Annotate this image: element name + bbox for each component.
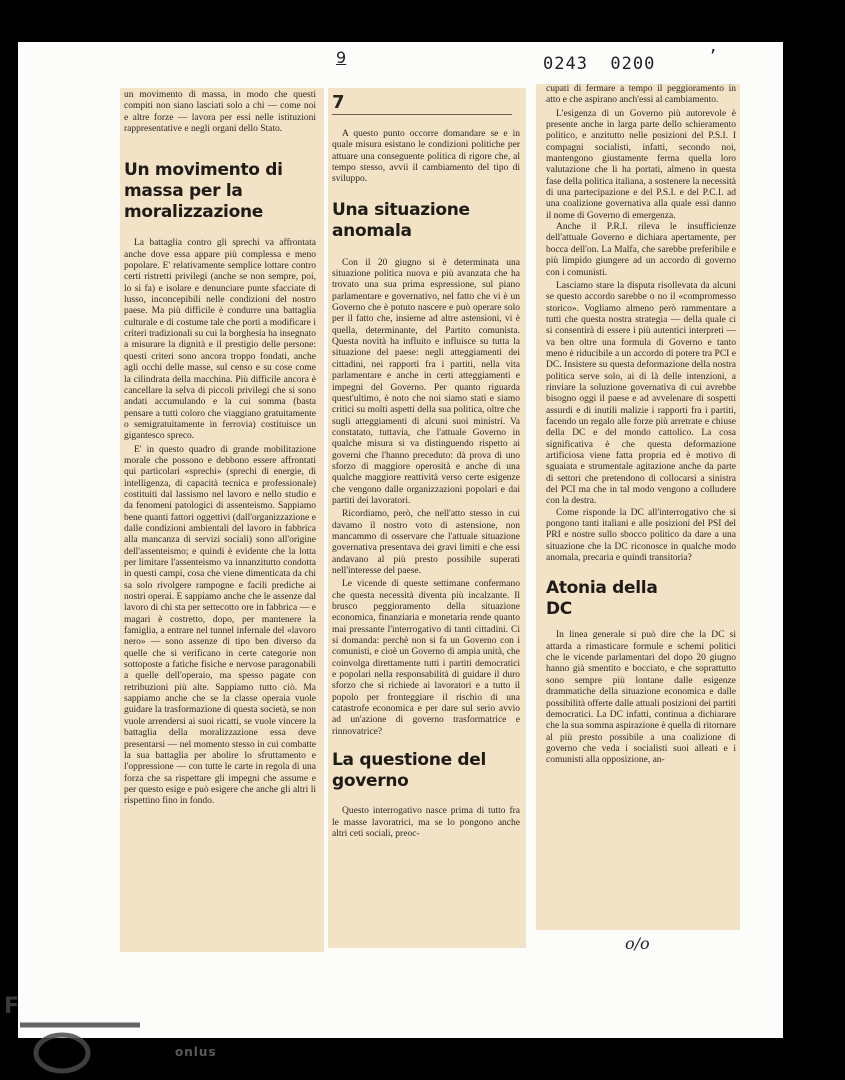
footer-mark: o/o [625, 934, 650, 953]
col3-paragraph: In linea generale si può dire che la DC si attarda a rimasticare formule e schemi politici che le vicende parlamentari del dopo 20 giugno hanno già smentito e bocciato, e che soprattutto sono sempre più lontane dalle esigenze drammatiche della situazione economica e dalle possibilità offerte dalle attuali posizioni dei partiti democratici. La DC infatti, continua a dichiarare che la sua somma aspirazione è quella di ritornare al più presto possibile a una coalizione di governo che veda i socialisti suoi alleati e i comunisti alla opposizione, an- [546, 630, 736, 766]
col2-heading-governo: La questione del governo [332, 750, 487, 792]
watermark-onlus: onlus [175, 1045, 217, 1059]
clipping-column-1 [120, 88, 324, 952]
page-number: 9 [336, 48, 347, 67]
col2-paragraph: A questo punto occorre domandare se e in quale misura esistano le condizioni politiche per attuare una conseguente politica di rigore che, al tempo stesso, avvii il cambiamento del tipo di sviluppo. [332, 129, 520, 185]
clipping-column-2 [328, 88, 526, 948]
col2-paragraph: Questo interrogativo nasce prima di tutto fra le masse lavoratrici, ma se lo pongono anche altri ceti sociali, preoc- [332, 806, 520, 839]
col3-paragraph: Anche il P.R.I. rileva le insufficienze dell'attuale Governo e dichiara apertamente, per bocca dell'on. La Malfa, che sarebbe preferibile e più limpido giungere ad un accordo di governo con i comunisti. [546, 222, 736, 278]
col3-heading: Atonia della DC [546, 578, 658, 620]
tick-mark: ’ [708, 46, 718, 65]
col1-paragraph: E' in questo quadro di grande mobilitazione morale che possono e debbono essere affrontati qui particolari «sprechi» (sprechi di energie, di intelligenza, di capacità tecnica e professionale) costituiti dal lassismo nel lavoro e nello studio e da fenomeni patologici di assenteismo. Sappiamo bene quanti fattori oggettivi (dall'organizzazione e dalle condizioni ambientali del lavoro in fabbrica alla mancanza di servizi sociali) sono all'origine dell'assenteismo; e quindi è evidente che la lotta per limitare l'assenteismo va innanzitutto condotta in questi campi, cosa che viene dimenticata da chi sa solo rivolgere rampogne e facili prediche ai nostri operai. E sappiamo anche che le assenze dal lavoro di chi sta per settecotto ore in fabbrica — e magari è costretto, dopo, per mantenere la famiglia, a entrare nel tunnel infernale del «lavoro nero» — sono assenze di tipo ben diverso da quelle che si verificano in certe categorie non sottoposte a fatiche fisiche e nervose paragonabili a quelle dell'operaio, ma spesso pagate con retribuzioni più alte. Sappiamo tutto ciò. Ma sappiamo anche che se la classe operaia vuole guidare la trasformazione di questa società, se non vuole arrendersi ai suoi ricatti, se vuole vincere la battaglia della moralizzazione essa deve presentarsi — nel momento stesso in cui combatte la sua battaglia per abolire lo sfruttamento e l'oppressione — con tutte le carte in regola di una forza che sa rispettare gli impegni che assume e per questo esige e può esigere che anche gli altri li rispettino fino in fondo. [124, 444, 316, 807]
col3-paragraph: Lasciamo stare la disputa risollevata da alcuni se questo accordo sarebbe o no il «compromesso storico». Vogliamo almeno però rammentare a tutti che questa nostra strategia — della quale ci si consentirà di essere i più autentici interpreti — va ben oltre una formula di Governo e tanto meno è riducibile a un accordo di potere tra PCI e DC. Insistere su questa deformazione della nostra politica serve solo, ai di là delle intenzioni, a rinviare la soluzione governativa di cui avrebbe bisogno oggi il paese e ad avvelenare di sospetti assurdi e di inutili malizie i rapporti fra i partiti, facendo un regalo alle forze più arretrate e chiuse della DC e del mondo cattolico. La cosa significativa è che questa deformazione artificiosa viene fatta propria ed è motivo di sguaiata e strumentale agitazione anche da parte di settori che pretendono di collocarsi a sinistra del PCI ma che in tal modo vengono a colludere con la destra. [546, 280, 736, 507]
section-number: 7 [332, 92, 512, 115]
col2-paragraph: Ricordiamo, però, che nell'atto stesso in cui davamo il nostro voto di astensione, non mancammo di osservare che l'attuale situazione governativa presentava dei gravi limiti e che essi andavano al più presto possibile superati nell'interesse del paese. [332, 509, 520, 576]
col1-heading: Un movimento di massa per la moralizzazione [124, 160, 283, 223]
col1-lead: un movimento di massa, in modo che questi compiti non siano lasciati solo a chi — come noi e altre forze — lavora per essi nelle istituzioni rappresentative e negli organi dello Stato. [124, 90, 316, 135]
col2-paragraph: Con il 20 giugno si è determinata una situazione politica nuova e più avanzata che ha trovato una sua prima espressione, sul piano parlamentare e governativo, nel fatto che vi è un Governo che è potuto nascere e può operare solo per il fatto che, insieme ad altre astensioni, vi è quella, determinante, del Partito comunista. Questa novità ha influito e influisce su tutta la situazione del paese: negli atteggiamenti dei cittadini, nei rapporti fra i partiti, nella vita parlamentare e anche in certi atteggiamenti e impegni del Governo. Per quanto riguarda quest'ultimo, è noto che noi siamo stati e siamo critici su molti aspetti della sua politica, oltre che sugli atteggiamenti di alcuni suoi ministri. Va constatato, tuttavia, che l'attuale Governo in qualche misura si va distinguendo rispetto ai governi che l'hanno preceduto: dà prova di uno sforzo di maggiore operosità e anche di una qualche maggiore reattività verso certe esigenze che vengono dalle organizzazioni popolari e dai partiti dei lavoratori. [332, 257, 520, 506]
col3-paragraph: cupati di fermare a tempo il peggioramento in atto e che aspirano anch'essi al cambiamento. [546, 84, 736, 106]
col2-heading-situazione: Una situazione anomala [332, 199, 470, 241]
watermark-logo [0, 995, 230, 1080]
clipping-column-3 [536, 84, 740, 930]
document-code: 0243 0200 [543, 54, 656, 74]
col1-paragraph: La battaglia contro gli sprechi va affrontata anche dove essa appare più complessa e meno popolare. E' relativamente semplice lottare contro certi ristretti privilegi (anche se non sempre, poi, lo si fa) e isolare e denunciare punte sfacciate di lusso, inconcepibili nelle condizioni del nostro paese. Ma più difficile è condurre una battaglia culturale e di costume tale che porti a modificare i criteri tradizionali su cui la borghesia ha insegnato a misurare la dignità e il prestigio delle persone: questi criteri sono ancora troppo fondati, anche agli occhi delle masse, sul censo e su cose come la cilindrata della macchina. Più difficile ancora è cancellare la selva di piccoli privilegi che si sono andati accumulando e la cui somma (basta pensare a tutti coloro che viaggiano gratuitamente o semigratuitamente in ferrovia) costituisce un gigantesco spreco. [124, 238, 316, 442]
col3-paragraph: Come risponde la DC all'interrogativo che si pongono tanti italiani e alle posizioni del PSI del PRI e nostre sullo sbocco politico da dare a una situazione che la DC riconosce in qualche modo anomala, precaria e quindi transitoria? [546, 507, 736, 564]
col2-paragraph: Le vicende di queste settimane confermano che questa necessità diventa più incalzante. Il brusco peggioramento della situazione economica, finanziaria e monetaria rende quanto mai pressante l'interrogativo di tanti cittadini. Ci si domanda: perchè non si fa un Governo con i comunisti, e cioè un Governo di ampia unità, che coinvolga direttamente tutti i partiti democratici e popolari nella responsabilità di guidare il duro sforzo che si richiede ai lavoratori e a tutto il popolo per fronteggiare il rischio di una catastrofe economica e per dare sul serio avvio ad un'azione di governo trasformatrice e rinnovatrice? [332, 579, 520, 737]
svg-text:F: F [4, 995, 20, 1019]
col3-paragraph: L'esigenza di un Governo più autorevole è presente anche in larga parte dello schieramento politico, e anzitutto nelle posizioni del P.S.I. I compagni socialisti, infatti, secondo noi, mantengono giustamente ferma quella loro valutazione che li ha portati, almeno in questa fase della politica italiana, a sostenere la necessità di una partecipazione e del P.S.I. e del P.C.I. ad una coalizione governativa alla quale essi danno il nome di Governo di emergenza. [546, 108, 736, 221]
